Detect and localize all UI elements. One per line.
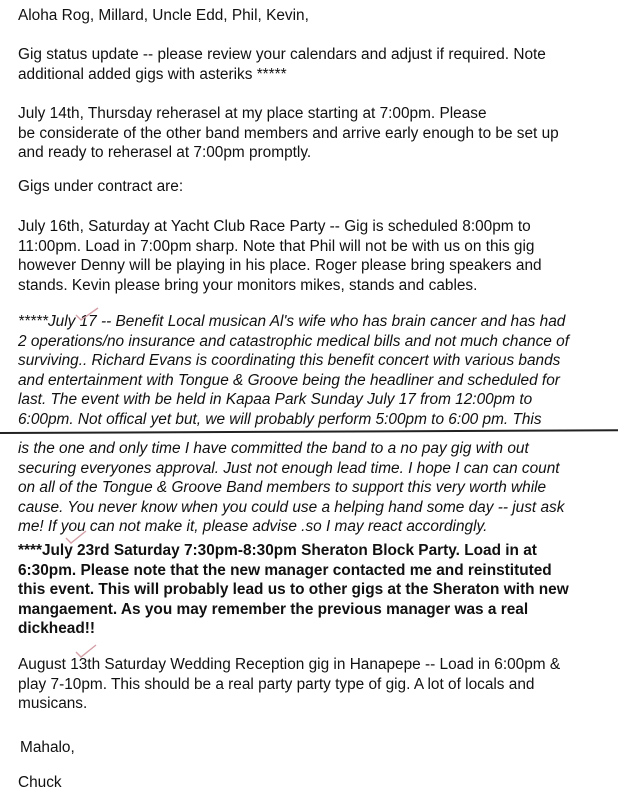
closing bbox=[20, 738, 616, 758]
text-line: and ready to reherasel at 7:00pm promptly. bbox=[18, 144, 312, 162]
signature-line: Chuck bbox=[18, 774, 62, 791]
greeting bbox=[18, 6, 614, 26]
benefit-paragraph-part1 bbox=[18, 312, 614, 430]
text-line: be considerate of the other band members and arrive early enough to be set up bbox=[18, 124, 559, 142]
text-line: however Denny will be playing in his place. Roger please bring speakers and bbox=[18, 257, 542, 275]
text-line: *****July 17 -- Benefit Local musican Al's wife who has brain cancer and has had bbox=[18, 313, 566, 330]
yacht-club-paragraph bbox=[18, 217, 614, 295]
text-line: and entertainment with Tongue & Groove being the headliner and scheduled for bbox=[18, 371, 560, 389]
text-line: musicans. bbox=[18, 695, 88, 713]
text-line: this event. This will probably lead us to other gigs at the Sheraton with new bbox=[18, 581, 569, 599]
text-line: play 7-10pm. This should be a real party party type of gig. A lot of locals and bbox=[18, 675, 535, 693]
text-line: Gigs under contract are: bbox=[18, 178, 184, 195]
check-mark-icon bbox=[74, 306, 100, 322]
text-line: ****July 23rd Saturday 7:30pm-8:30pm Sheraton Block Party. Load in at bbox=[18, 542, 537, 559]
text-line: 6:30pm. Please note that the new manager contacted me and reinstituted bbox=[18, 561, 552, 579]
contract-intro bbox=[18, 177, 614, 197]
text-line: mangaement. As you may remember the previous manager was a real bbox=[18, 600, 529, 618]
greeting-line: Aloha Rog, Millard, Uncle Edd, Phil, Kevin, bbox=[18, 7, 309, 24]
text-line: on all of the Tongue & Groove Band members to support this very worth while bbox=[18, 479, 547, 497]
rehearsal-paragraph bbox=[18, 104, 614, 163]
text-line: cause. You never know when you could use a helping hand some day -- just ask bbox=[18, 498, 565, 516]
text-line: surviving.. Richard Evans is coordinating this benefit concert with various bands bbox=[18, 352, 561, 370]
text-line: is the one and only time I have committed the band to a no pay gig with out bbox=[18, 440, 529, 457]
text-line: securing everyones approval. Just not enough lead time. I hope I can can count bbox=[18, 459, 560, 477]
text-line: last. The event with be held in Kapaa Park Sunday July 17 from 12:00pm to bbox=[18, 391, 533, 409]
benefit-paragraph-part2 bbox=[18, 439, 614, 537]
text-line: 6:00pm. Not offical yet but, we will probably perform 5:00pm to 6:00 pm. This bbox=[18, 410, 542, 428]
text-line: additional added gigs with asteriks ***** bbox=[18, 65, 287, 83]
text-line: dickhead!! bbox=[18, 620, 95, 638]
wedding-paragraph bbox=[18, 655, 614, 714]
text-line: 2 operations/no insurance and catastrophic medical bills and not much chance of bbox=[18, 332, 569, 350]
sheraton-paragraph bbox=[18, 541, 614, 639]
text-line: August 13th Saturday Wedding Reception gig in Hanapepe -- Load in 6:00pm & bbox=[18, 656, 561, 673]
text-line: 11:00pm. Load in 7:00pm sharp. Note that Phil will not be with us on this gig bbox=[18, 237, 535, 255]
check-mark-icon bbox=[64, 529, 88, 545]
status-update-paragraph bbox=[18, 45, 614, 84]
text-line: July 14th, Thursday reherasel at my place starting at 7:00pm. Please bbox=[18, 105, 487, 122]
text-line: July 16th, Saturday at Yacht Club Race Party -- Gig is scheduled 8:00pm to bbox=[18, 218, 531, 235]
check-mark-icon bbox=[74, 643, 98, 659]
page-cut-divider bbox=[0, 429, 618, 434]
signature bbox=[18, 773, 614, 793]
closing-line: Mahalo, bbox=[20, 739, 75, 756]
text-line: me! If you can not make it, please advise .so I may react accordingly. bbox=[18, 518, 488, 536]
text-line: stands. Kevin please bring your monitors mikes, stands and cables. bbox=[18, 276, 478, 294]
text-line: Gig status update -- please review your calendars and adjust if required. Note bbox=[18, 46, 546, 63]
